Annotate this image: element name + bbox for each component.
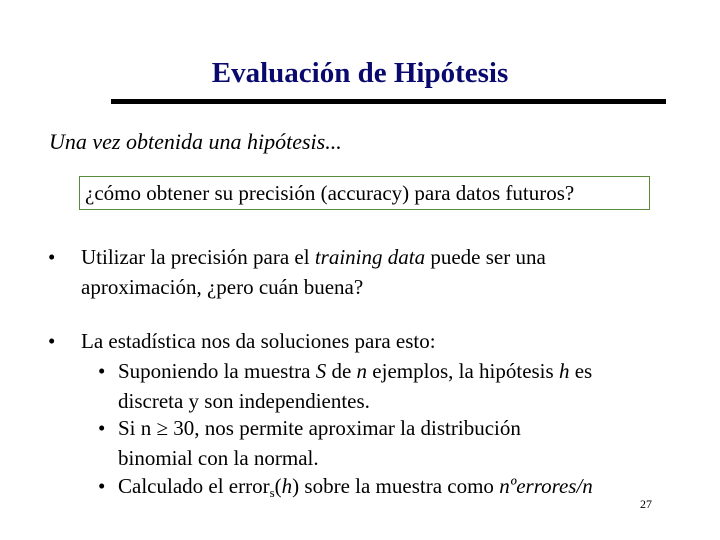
bullet-text xyxy=(118,413,521,473)
bullet-text-part: es xyxy=(569,359,593,383)
bullet-text-part: Suponiendo la muestra xyxy=(118,359,316,383)
bullet-text xyxy=(118,471,593,501)
intro-text: Una vez obtenida una hipótesis... xyxy=(49,129,342,154)
bullet-text-line2: binomial con la normal. xyxy=(118,446,319,470)
bullet-text-line1: Si n ≥ 30, nos permite aproximar la distribución xyxy=(118,416,521,440)
title-underline xyxy=(111,99,666,104)
var-n: n xyxy=(356,359,368,383)
subscript-s: s xyxy=(269,485,275,500)
bullet-text-part: ( xyxy=(274,474,282,498)
bullet-dot: • xyxy=(48,329,56,353)
page-number: 27 xyxy=(640,497,652,511)
emphasis-errors-ratio: nºerrores/n xyxy=(499,474,593,498)
question-box: ¿cómo obtener su precisión (accuracy) para datos futuros? xyxy=(79,176,650,210)
bullet-text-part: puede ser una xyxy=(425,245,546,269)
bullet-dot: • xyxy=(98,359,106,383)
bullet-dot: • xyxy=(48,245,56,269)
bullet-text xyxy=(81,242,546,302)
bullet-text: La estadística nos da soluciones para esto: xyxy=(81,329,436,353)
bullet-text-line2: discreta y son independientes. xyxy=(118,389,370,413)
bullet-text xyxy=(118,356,592,416)
bullet-text-part: ) sobre la muestra como xyxy=(292,474,500,498)
var-S: S xyxy=(315,359,327,383)
bullet-text-part: Utilizar la precisión para el xyxy=(81,245,315,269)
bullet-dot: • xyxy=(98,416,106,440)
slide-title: Evaluación de Hipótesis xyxy=(211,57,509,89)
emphasis-training-data: training data xyxy=(314,245,426,269)
bullet-text-part: ejemplos, la hipótesis xyxy=(367,359,559,383)
bullet-text-part: de xyxy=(326,359,357,383)
bullet-dot: • xyxy=(98,474,106,498)
bullet-text-part: Calculado el error xyxy=(118,474,270,498)
bullet-text-line2: aproximación, ¿pero cuán buena? xyxy=(81,275,364,299)
var-h: h xyxy=(558,359,570,383)
var-h: h xyxy=(281,474,293,498)
